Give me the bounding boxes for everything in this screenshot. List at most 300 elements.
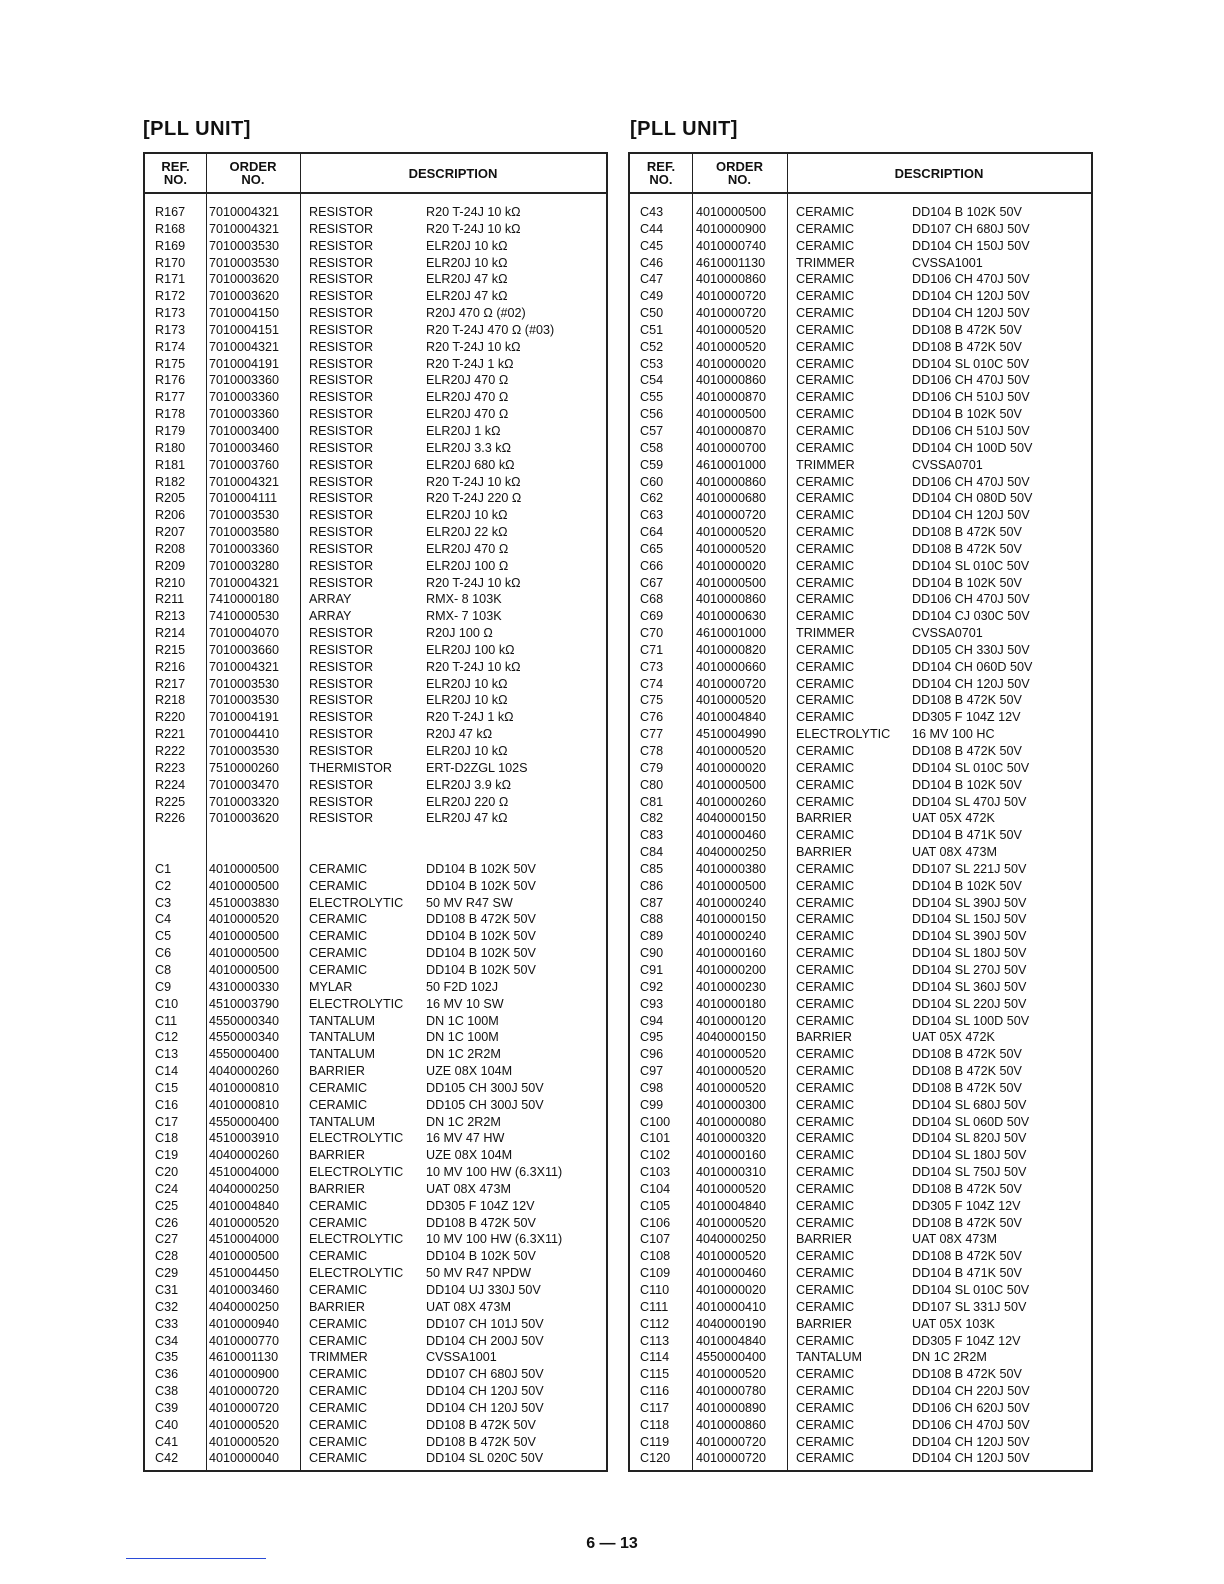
table-row	[630, 911, 1091, 928]
table-row	[630, 979, 1091, 996]
ref-no-cell: R175	[155, 356, 186, 371]
ref-no-cell: R223	[155, 760, 186, 775]
spec-cell: CVSSA1001	[912, 255, 983, 270]
part-type-cell: CERAMIC	[309, 878, 368, 893]
part-type-cell: BARRIER	[796, 811, 852, 826]
table-row	[145, 1029, 606, 1046]
spec-cell: ELR20J 10 kΩ	[426, 744, 508, 758]
table-row	[630, 945, 1091, 962]
spec-cell: ELR20J 3.3 kΩ	[426, 440, 512, 455]
order-no-cell: 7510000260	[209, 760, 280, 775]
part-type-cell: CERAMIC	[309, 1283, 368, 1297]
ref-no-cell: R214	[155, 626, 186, 641]
ref-no-cell: C102	[640, 1148, 671, 1163]
table-row	[145, 928, 606, 945]
spec-cell: DD104 CH 120J 50V	[426, 1384, 544, 1399]
spec-cell: R20J 470 Ω (#02)	[426, 306, 526, 321]
order-no-cell: 4010000310	[696, 1165, 767, 1180]
table-row	[630, 1181, 1091, 1198]
spacer-row	[145, 844, 606, 861]
table-row	[145, 339, 606, 356]
spec-cell: DD104 B 102K 50V	[912, 407, 1022, 422]
ref-no-cell: C103	[640, 1165, 671, 1180]
order-no-cell: 4010004840	[696, 710, 767, 725]
part-type-cell: RESISTOR	[309, 575, 374, 590]
page-number: 6 — 13	[586, 1535, 638, 1552]
part-type-cell: CERAMIC	[796, 1148, 855, 1163]
order-no-cell: 4010000520	[696, 693, 767, 708]
part-type-cell: RESISTOR	[309, 525, 374, 540]
spec-cell: DN 1C 100M	[426, 1013, 499, 1028]
spec-cell: DD108 B 472K 50V	[912, 1080, 1022, 1095]
ref-no-cell: C5	[155, 929, 172, 944]
part-type-cell: CERAMIC	[796, 609, 855, 624]
ref-no-cell: C41	[155, 1434, 179, 1449]
ref-no-cell: C32	[155, 1299, 179, 1314]
order-no-cell: 4010000520	[696, 1181, 767, 1196]
table-row	[145, 238, 606, 255]
ref-no-cell: R169	[155, 238, 186, 253]
table-row	[630, 406, 1091, 423]
ref-no-cell: C86	[640, 878, 664, 893]
ref-no-cell: R210	[155, 575, 186, 590]
right-parts-table	[628, 152, 1093, 1472]
order-no-cell: 7010003320	[209, 794, 280, 809]
spec-cell: RMX- 7 103K	[426, 609, 502, 624]
header-ref-no: REF. NO.	[161, 159, 190, 187]
ref-no-cell: R178	[155, 407, 186, 422]
part-type-cell: RESISTOR	[309, 777, 374, 792]
spec-cell: ELR20J 47 kΩ	[426, 289, 508, 304]
table-row	[145, 642, 606, 659]
ref-no-cell: C69	[640, 609, 664, 624]
spec-cell: DD105 CH 300J 50V	[426, 1080, 544, 1095]
part-type-cell: RESISTOR	[309, 205, 374, 219]
part-type-cell: CERAMIC	[309, 1097, 368, 1112]
order-no-cell: 4010000810	[209, 1080, 280, 1095]
part-type-cell: BARRIER	[796, 1030, 852, 1045]
spec-cell: ELR20J 220 Ω	[426, 794, 509, 809]
order-no-cell: 4010000780	[696, 1384, 767, 1399]
part-type-cell: CERAMIC	[796, 1249, 855, 1264]
spec-cell: DD108 B 472K 50V	[912, 1181, 1022, 1196]
part-type-cell: BARRIER	[309, 1299, 365, 1314]
order-no-cell: 4010000150	[696, 912, 767, 927]
ref-no-cell: C71	[640, 642, 664, 657]
table-row	[630, 1029, 1091, 1046]
part-type-cell: CERAMIC	[309, 962, 368, 977]
ref-no-cell: C94	[640, 1013, 664, 1028]
order-no-cell: 4010000240	[696, 929, 767, 944]
order-no-cell: 7010003400	[209, 423, 280, 438]
spec-cell: DD104 SL 060D 50V	[912, 1114, 1030, 1129]
table-row	[145, 524, 606, 541]
order-no-cell: 7010004321	[209, 339, 280, 354]
part-type-cell: CERAMIC	[796, 929, 855, 944]
order-no-cell: 4040000260	[209, 1064, 280, 1079]
table-row	[630, 1400, 1091, 1417]
ref-no-cell: C3	[155, 895, 172, 910]
spec-cell: DD104 CH 120J 50V	[912, 289, 1030, 304]
part-type-cell: CERAMIC	[309, 929, 368, 944]
part-type-cell: CERAMIC	[796, 1400, 855, 1415]
part-type-cell: CERAMIC	[309, 1434, 368, 1449]
table-row	[145, 389, 606, 406]
spec-cell: R20 T-24J 1 kΩ	[426, 356, 514, 371]
ref-no-cell: C110	[640, 1283, 670, 1297]
table-row	[145, 1215, 606, 1232]
table-row	[630, 625, 1091, 642]
spec-cell: DD104 CH 120J 50V	[912, 676, 1030, 691]
part-type-cell: THERMISTOR	[309, 760, 393, 775]
order-no-cell: 4010000860	[696, 373, 767, 388]
spec-cell: DD105 CH 300J 50V	[426, 1097, 544, 1112]
spec-cell: DD104 CH 080D 50V	[912, 491, 1033, 506]
table-row	[630, 608, 1091, 625]
part-type-cell: CERAMIC	[309, 1333, 368, 1348]
order-no-cell: 4010000520	[209, 1417, 280, 1432]
order-no-cell: 4010000040	[209, 1451, 280, 1466]
order-no-cell: 4010000320	[696, 1131, 767, 1146]
ref-no-cell: C13	[155, 1047, 179, 1062]
spec-cell: DD106 CH 470J 50V	[912, 592, 1030, 607]
table-row	[630, 507, 1091, 524]
order-no-cell: 4040000190	[696, 1316, 767, 1331]
ref-no-cell: R209	[155, 558, 186, 573]
ref-no-cell: C17	[155, 1114, 179, 1129]
order-no-cell: 4010000860	[696, 272, 767, 287]
order-no-cell: 4510003790	[209, 996, 280, 1011]
order-no-cell: 4010000860	[696, 1417, 767, 1432]
order-no-cell: 4510004000	[209, 1165, 280, 1180]
spec-cell: ELR20J 10 kΩ	[426, 238, 508, 253]
spec-cell: DD104 SL 020C 50V	[426, 1451, 544, 1466]
part-type-cell: BARRIER	[796, 845, 852, 860]
ref-no-cell: C116	[640, 1384, 670, 1399]
part-type-cell: CERAMIC	[796, 777, 855, 792]
part-type-cell: TANTALUM	[796, 1350, 862, 1365]
ref-no-cell: C98	[640, 1080, 664, 1095]
part-type-cell: BARRIER	[796, 1316, 852, 1331]
ref-no-cell: C27	[155, 1232, 179, 1247]
part-type-cell: CERAMIC	[309, 1215, 368, 1230]
table-row	[630, 1013, 1091, 1030]
part-type-cell: CERAMIC	[309, 1400, 368, 1415]
part-type-cell: RESISTOR	[309, 221, 374, 236]
header-description: DESCRIPTION	[894, 165, 984, 181]
table-row	[630, 1248, 1091, 1265]
part-type-cell: CERAMIC	[796, 592, 855, 607]
ref-no-cell: R206	[155, 508, 186, 523]
order-no-cell: 7010003530	[209, 255, 280, 270]
order-no-cell: 7010003530	[209, 508, 280, 523]
order-no-cell: 4010004840	[209, 1198, 280, 1213]
spec-cell: DD108 B 472K 50V	[912, 339, 1022, 354]
order-no-cell: 4010000720	[209, 1400, 280, 1415]
part-type-cell: CERAMIC	[796, 491, 855, 506]
spec-cell: DD104 B 471K 50V	[912, 1266, 1022, 1281]
order-no-cell: 4550000400	[209, 1047, 280, 1062]
ref-no-cell: C108	[640, 1249, 671, 1264]
table-row	[145, 440, 606, 457]
spec-cell: DD104 SL 470J 50V	[912, 794, 1027, 809]
spec-cell: UAT 05X 103K	[912, 1316, 995, 1331]
part-type-cell: CERAMIC	[796, 205, 855, 219]
ref-no-cell: R211	[155, 592, 185, 607]
part-type-cell: ELECTROLYTIC	[309, 895, 404, 910]
table-row	[145, 221, 606, 238]
spec-cell: DD104 SL 220J 50V	[912, 996, 1027, 1011]
table-row	[145, 271, 606, 288]
spec-cell: 16 MV 10 SW	[426, 996, 504, 1011]
ref-no-cell: C14	[155, 1064, 179, 1079]
table-row	[630, 440, 1091, 457]
part-type-cell: CERAMIC	[796, 1299, 855, 1314]
table-row	[630, 474, 1091, 491]
order-no-cell: 7010003620	[209, 272, 280, 287]
table-row	[145, 322, 606, 339]
table-row	[630, 1417, 1091, 1434]
order-no-cell: 7010004191	[209, 356, 280, 371]
ref-no-cell: C12	[155, 1030, 179, 1045]
part-type-cell: RESISTOR	[309, 794, 374, 809]
table-row	[630, 659, 1091, 676]
part-type-cell: CERAMIC	[796, 221, 855, 236]
table-row	[145, 1450, 606, 1467]
ref-no-cell: C100	[640, 1114, 671, 1129]
spec-cell: DD104 B 102K 50V	[426, 946, 536, 961]
table-row	[145, 726, 606, 743]
part-type-cell: RESISTOR	[309, 693, 374, 708]
table-row	[630, 760, 1091, 777]
spec-cell: ELR20J 47 kΩ	[426, 272, 508, 287]
spec-cell: UAT 05X 472K	[912, 1030, 995, 1045]
spec-cell: DD106 CH 470J 50V	[912, 373, 1030, 388]
part-type-cell: CERAMIC	[796, 1215, 855, 1230]
order-no-cell: 7010003620	[209, 811, 280, 826]
spec-cell: DD305 F 104Z 12V	[912, 1333, 1021, 1348]
part-type-cell: RESISTOR	[309, 744, 374, 758]
table-row	[145, 1316, 606, 1333]
spec-cell: R20 T-24J 1 kΩ	[426, 710, 514, 725]
ref-no-cell: C10	[155, 996, 179, 1011]
order-no-cell: 4010000380	[696, 861, 767, 876]
table-row	[630, 844, 1091, 861]
part-type-cell: CERAMIC	[796, 912, 855, 927]
order-no-cell: 4010000410	[696, 1299, 767, 1314]
part-type-cell: CERAMIC	[796, 1198, 855, 1213]
part-type-cell: CERAMIC	[796, 760, 855, 775]
header-ref-no: REF. NO.	[646, 159, 676, 187]
ref-no-cell: C65	[640, 541, 664, 556]
part-type-cell: RESISTOR	[309, 710, 374, 725]
order-no-cell: 4550000340	[209, 1013, 280, 1028]
table-row	[145, 625, 606, 642]
spec-cell: R20J 47 kΩ	[426, 727, 493, 742]
ref-no-cell: R180	[155, 440, 186, 455]
ref-no-cell: C45	[640, 238, 664, 253]
spec-cell: 16 MV 47 HW	[426, 1131, 505, 1146]
order-no-cell: 4010000520	[696, 744, 767, 758]
order-no-cell: 4040000250	[209, 1299, 280, 1314]
table-row	[630, 1434, 1091, 1451]
part-type-cell: CERAMIC	[796, 710, 855, 725]
spec-cell: DD305 F 104Z 12V	[426, 1198, 535, 1213]
order-no-cell: 4040000250	[696, 1232, 767, 1247]
part-type-cell: CERAMIC	[796, 1367, 855, 1382]
spec-cell: DD106 CH 510J 50V	[912, 423, 1030, 438]
spec-cell: DN 1C 2R2M	[912, 1350, 987, 1365]
ref-no-cell: C49	[640, 289, 664, 304]
ref-no-cell: R168	[155, 221, 186, 236]
table-row	[630, 221, 1091, 238]
order-no-cell: 4010000720	[696, 508, 767, 523]
order-no-cell: 7010003360	[209, 373, 280, 388]
table-row	[145, 1417, 606, 1434]
table-row	[630, 827, 1091, 844]
right-unit-title: [PLL UNIT]	[630, 118, 738, 140]
spec-cell: R20J 100 Ω	[426, 626, 493, 641]
table-row	[145, 1080, 606, 1097]
ref-no-cell: C114	[640, 1350, 670, 1365]
part-type-cell: CERAMIC	[796, 525, 855, 540]
spec-cell: DN 1C 2R2M	[426, 1047, 501, 1062]
ref-no-cell: C117	[640, 1400, 670, 1415]
ref-no-cell: C42	[155, 1451, 179, 1466]
part-type-cell: CERAMIC	[309, 1367, 368, 1382]
part-type-cell: ELECTROLYTIC	[309, 996, 404, 1011]
order-no-cell: 4010000500	[209, 878, 280, 893]
table-row	[145, 878, 606, 895]
order-no-cell: 4010000520	[696, 1047, 767, 1062]
table-row	[630, 861, 1091, 878]
part-type-cell: CERAMIC	[796, 575, 855, 590]
ref-no-cell: C29	[155, 1266, 179, 1281]
header-description: DESCRIPTION	[408, 165, 498, 181]
part-type-cell: CERAMIC	[309, 1198, 368, 1213]
order-no-cell: 7010004150	[209, 306, 280, 321]
ref-no-cell: R177	[155, 390, 186, 405]
table-row	[145, 1198, 606, 1215]
part-type-cell: CERAMIC	[796, 1451, 855, 1466]
part-type-cell: ELECTROLYTIC	[309, 1131, 404, 1146]
spec-cell: R20 T-24J 10 kΩ	[426, 659, 521, 674]
order-no-cell: 4010000520	[696, 1249, 767, 1264]
table-row	[630, 1164, 1091, 1181]
order-no-cell: 4010000240	[696, 895, 767, 910]
spec-cell: DD104 B 102K 50V	[426, 1249, 536, 1264]
ref-no-cell: C39	[155, 1400, 179, 1415]
spec-cell: DD108 B 472K 50V	[912, 1064, 1022, 1079]
table-row	[630, 457, 1091, 474]
ref-no-cell: C6	[155, 946, 172, 961]
part-type-cell: RESISTOR	[309, 356, 374, 371]
order-no-cell: 4510003830	[209, 895, 280, 910]
part-type-cell: CERAMIC	[796, 356, 855, 371]
order-no-cell: 4010000720	[696, 1451, 767, 1466]
spec-cell: DD104 SL 360J 50V	[912, 979, 1027, 994]
table-row	[145, 541, 606, 558]
spec-cell: DD104 B 471K 50V	[912, 828, 1022, 843]
table-row	[145, 760, 606, 777]
order-no-cell: 4010000520	[696, 525, 767, 540]
part-type-cell: CERAMIC	[796, 558, 855, 573]
ref-no-cell: C62	[640, 491, 664, 506]
spec-cell: R20 T-24J 10 kΩ	[426, 221, 521, 236]
spec-cell: ELR20J 10 kΩ	[426, 508, 508, 523]
ref-no-cell: C95	[640, 1030, 664, 1045]
ref-no-cell: C84	[640, 845, 664, 860]
table-row	[630, 996, 1091, 1013]
part-type-cell: CERAMIC	[796, 1266, 855, 1281]
table-row	[145, 1400, 606, 1417]
spec-cell: DD104 UJ 330J 50V	[426, 1283, 541, 1297]
order-no-cell: 7010003530	[209, 238, 280, 253]
spec-cell: DD107 CH 101J 50V	[426, 1316, 544, 1331]
spec-cell: DD108 B 472K 50V	[912, 322, 1022, 337]
part-type-cell: CERAMIC	[796, 693, 855, 708]
spec-cell: ELR20J 470 Ω	[426, 541, 509, 556]
ref-no-cell: C74	[640, 676, 664, 691]
spec-cell: DN 1C 2R2M	[426, 1114, 501, 1129]
ref-no-cell: R218	[155, 693, 186, 708]
part-type-cell: CERAMIC	[796, 1047, 855, 1062]
order-no-cell: 4010000870	[696, 423, 767, 438]
order-no-cell: 7010003360	[209, 541, 280, 556]
spec-cell: DD104 CH 150J 50V	[912, 238, 1030, 253]
spec-cell: DD108 B 472K 50V	[912, 693, 1022, 708]
spec-cell: DD104 CH 220J 50V	[912, 1384, 1030, 1399]
table-row	[630, 1130, 1091, 1147]
ref-no-cell: C82	[640, 811, 664, 826]
spec-cell: DD104 CH 060D 50V	[912, 659, 1033, 674]
spec-cell: DD104 SL 680J 50V	[912, 1097, 1027, 1112]
table-row	[145, 895, 606, 912]
ref-no-cell: C19	[155, 1148, 179, 1163]
order-no-cell: 4010000890	[696, 1400, 767, 1415]
part-type-cell: CERAMIC	[796, 272, 855, 287]
spec-cell: DD107 CH 680J 50V	[912, 221, 1030, 236]
ref-no-cell: C52	[640, 339, 664, 354]
spec-cell: R20 T-24J 10 kΩ	[426, 339, 521, 354]
order-no-cell: 4010000520	[696, 541, 767, 556]
order-no-cell: 4010000720	[696, 306, 767, 321]
left-unit-title: [PLL UNIT]	[143, 118, 251, 140]
part-type-cell: CERAMIC	[796, 1165, 855, 1180]
order-no-cell: 4010000500	[209, 861, 280, 876]
ref-no-cell: R181	[155, 457, 186, 472]
part-type-cell: CERAMIC	[309, 946, 368, 961]
part-type-cell: TRIMMER	[309, 1350, 368, 1365]
table-row	[145, 996, 606, 1013]
part-type-cell: CERAMIC	[796, 1417, 855, 1432]
part-type-cell: CERAMIC	[796, 946, 855, 961]
order-no-cell: 7010004321	[209, 474, 280, 489]
order-no-cell: 4550000400	[696, 1350, 767, 1365]
table-row	[630, 558, 1091, 575]
table-row	[145, 490, 606, 507]
order-no-cell: 4010000500	[696, 575, 767, 590]
ref-no-cell: R167	[155, 205, 186, 219]
spec-cell: DD106 CH 620J 50V	[912, 1400, 1030, 1415]
order-no-cell: 4610001000	[696, 457, 767, 472]
table-row	[630, 1450, 1091, 1467]
table-row	[145, 911, 606, 928]
order-no-cell: 7010003360	[209, 407, 280, 422]
table-row	[630, 423, 1091, 440]
ref-no-cell: C51	[640, 322, 664, 337]
table-row	[630, 524, 1091, 541]
